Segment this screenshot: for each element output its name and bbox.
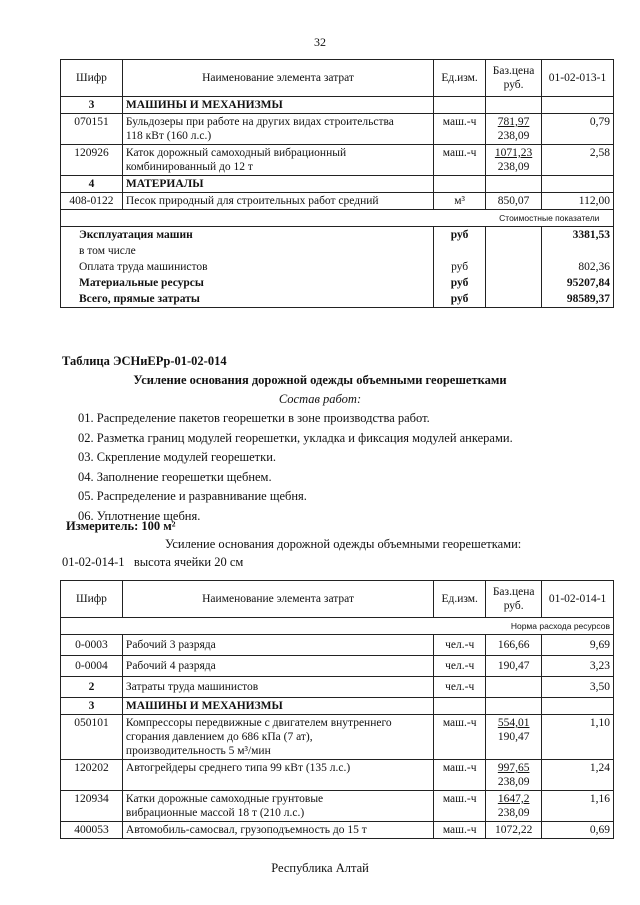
col-unit-header: Ед.изм. bbox=[434, 60, 486, 97]
list-item: 04. Заполнение георешетки щебнем. bbox=[78, 469, 272, 484]
summary-row: в том числе bbox=[61, 243, 614, 259]
table-row: 120934 Катки дорожные самоходные грунтовые вибрационные массой 18 т (210 л.с.) маш.-ч 1647,2 238,09 1,16 bbox=[61, 791, 614, 822]
col-code-header: Шифр bbox=[61, 60, 123, 97]
col-norm-header: 01-02-014-1 bbox=[542, 581, 614, 618]
list-item: 02. Разметка границ модулей георешетки, укладка и фиксация модулей анкерами. bbox=[78, 430, 513, 445]
table-row: 120202 Автогрейдеры среднего типа 99 кВт (135 л.с.) маш.-ч 997,65 238,09 1,24 bbox=[61, 760, 614, 791]
list-item: 01. Распределение пакетов георешетки в зоне производства работ. bbox=[78, 411, 430, 425]
measurer: Измеритель: 100 м² bbox=[66, 519, 176, 533]
page-footer: Республика Алтай bbox=[271, 861, 369, 875]
list-item: 05. Распределение и разравнивание щебня. bbox=[78, 489, 307, 503]
table-row: 050101 Компрессоры передвижные с двигателем внутреннего сгорания давлением до 686 кПа (7 ат), производительность 5 м³/мин маш.-ч 554,01 190,47 1,10 bbox=[61, 715, 614, 760]
cost-header-row: Стоимостные показатели bbox=[61, 210, 614, 227]
table-row: 408-0122 Песок природный для строительных работ средний м³ 850,07 112,00 bbox=[61, 193, 614, 210]
section-row: 3 МАШИНЫ И МЕХАНИЗМЫ bbox=[61, 97, 614, 114]
table-row: 2 Затраты труда машинистов чел.-ч 3,50 bbox=[61, 677, 614, 698]
table-row: 070151 Бульдозеры при работе на других видах строительства 118 кВт (160 л.с.) маш.-ч 781,97 238,09 0,79 bbox=[61, 114, 614, 145]
section-row: 4 МАТЕРИАЛЫ bbox=[61, 176, 614, 193]
works-list bbox=[78, 409, 513, 526]
page-number: 32 bbox=[314, 35, 326, 49]
table-row: 0-0003 Рабочий 3 разряда чел.-ч 166,66 9,69 bbox=[61, 635, 614, 656]
table-title: Таблица ЭСНиЕРр-01-02-014 bbox=[62, 354, 227, 368]
section-heading: Усиление основания дорожной одежды объемными георешетками bbox=[133, 373, 507, 387]
col-unit-header: Ед.изм. bbox=[434, 581, 486, 618]
col-price-header: Баз.цена руб. bbox=[486, 581, 542, 618]
col-name-header: Наименование элемента затрат bbox=[122, 581, 433, 618]
table-row: 0-0004 Рабочий 4 разряда чел.-ч 190,47 3,23 bbox=[61, 656, 614, 677]
summary-row: Всего, прямые затраты руб 98589,37 bbox=[61, 291, 614, 308]
col-norm-header: 01-02-013-1 bbox=[542, 60, 614, 97]
col-price-header: Баз.цена руб. bbox=[486, 60, 542, 97]
norm-header-row: Норма расхода ресурсов bbox=[61, 618, 614, 635]
col-name-header: Наименование элемента затрат bbox=[122, 60, 433, 97]
cost-table-1 bbox=[60, 59, 614, 308]
list-item: 03. Скрепление модулей георешетки. bbox=[78, 450, 277, 464]
summary-row: Эксплуатация машин руб 3381,53 bbox=[61, 227, 614, 244]
table-row: 400053 Автомобиль-самосвал, грузоподъемность до 15 т маш.-ч 1072,22 0,69 bbox=[61, 822, 614, 839]
section-row: 3 МАШИНЫ И МЕХАНИЗМЫ bbox=[61, 698, 614, 715]
work-label: Состав работ: bbox=[278, 392, 362, 406]
col-code-header: Шифр bbox=[61, 581, 123, 618]
summary-row: Материальные ресурсы руб 95207,84 bbox=[61, 275, 614, 291]
variant-line: 01-02-014-1 высота ячейки 20 см bbox=[62, 555, 244, 569]
list-item: 06. Уплотнение щебня. bbox=[78, 508, 201, 523]
description: Усиление основания дорожной одежды объемными георешетками: bbox=[165, 537, 522, 551]
cost-table-2 bbox=[60, 580, 614, 839]
summary-row: Оплата труда машинистов руб 802,36 bbox=[61, 259, 614, 275]
table-row: 120926 Каток дорожный самоходный вибрационный комбинированный до 12 т маш.-ч 1071,23 238,09 2,58 bbox=[61, 145, 614, 176]
